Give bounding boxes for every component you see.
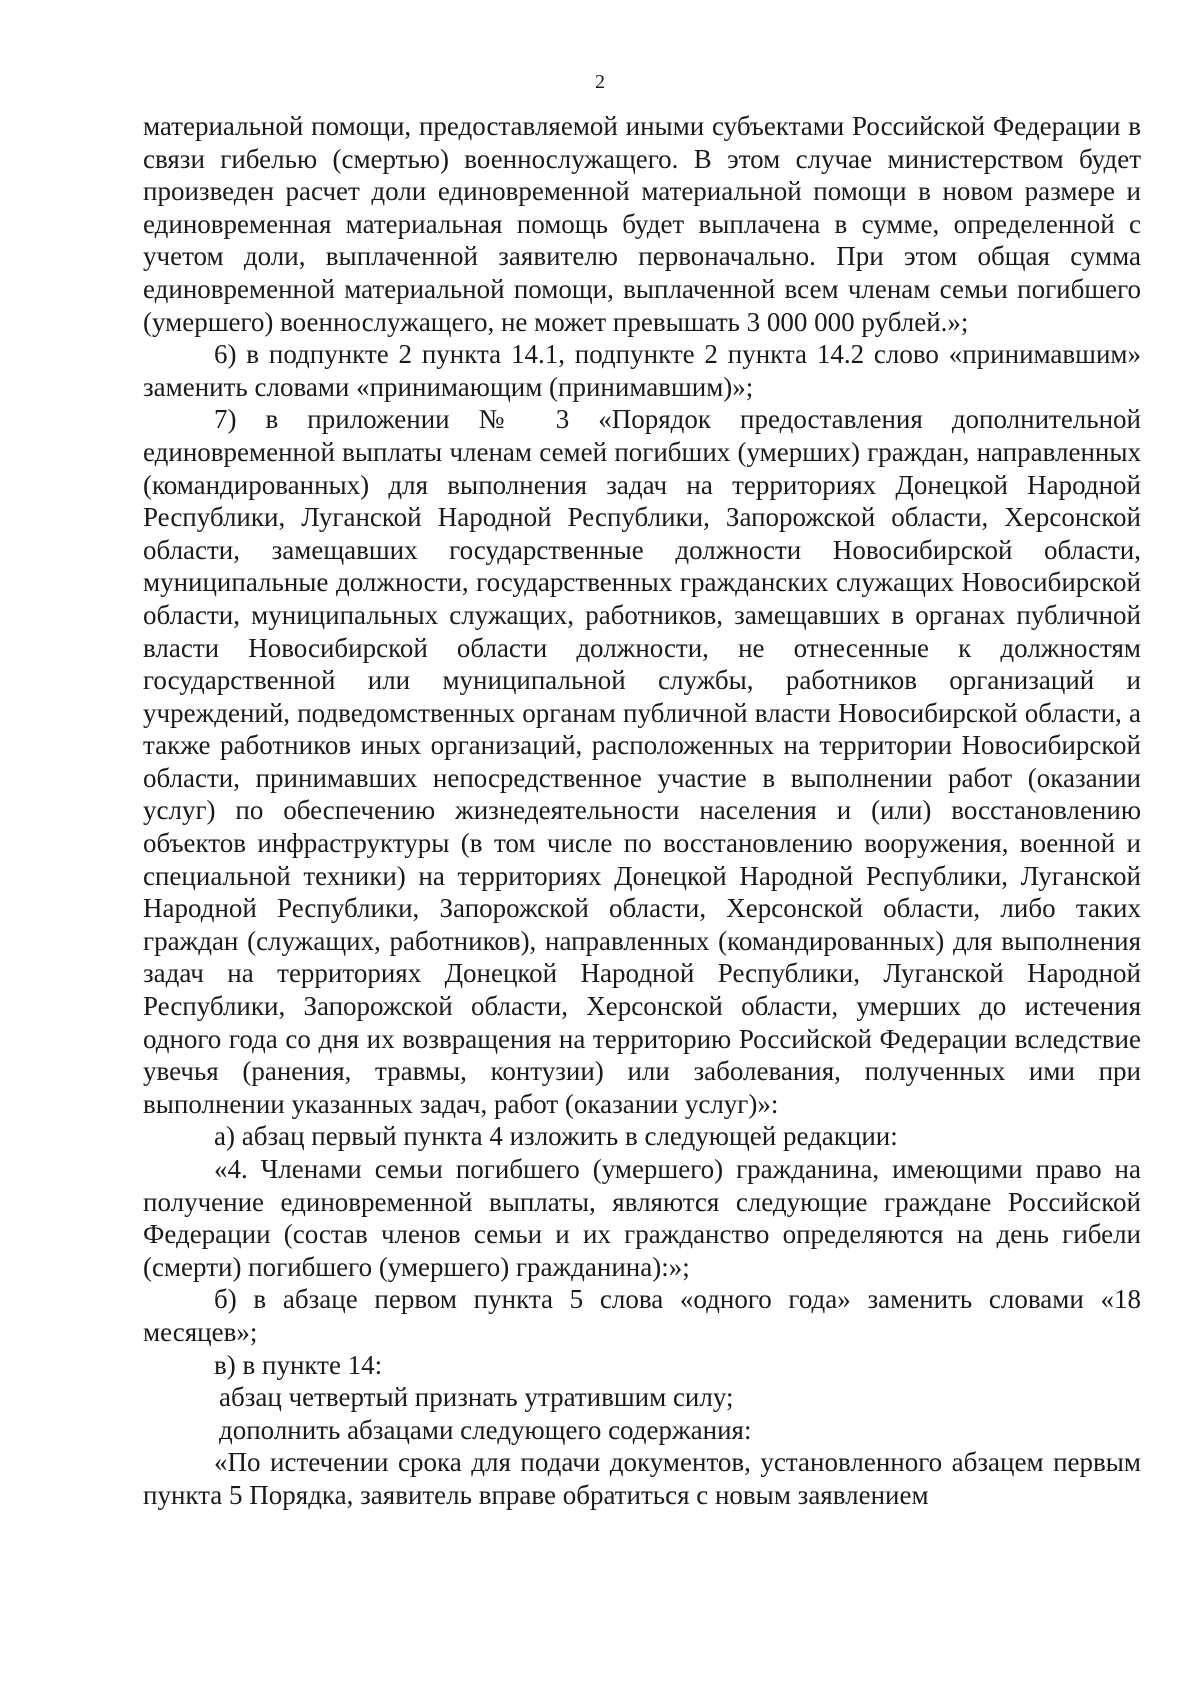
paragraph-continuation: материальной помощи, предоставляемой иными субъектами Российской Федерации в связи гибелью (смертью) военнослужащего. В этом случае министерством будет произведен расчет доли единовременной материальной помощи в новом размере и единовременная материальная помощь будет выплачена в сумме, определенной с учетом доли, выплаченной заявителю первоначально. При этом общая сумма единовременной материальной помощи, выплаченной всем членам семьи погибшего (умершего) военнослужащего, не может превышать 3 000 000 рублей.»; xyxy=(143,111,1141,337)
paragraph-subitem-v: в) в пункте 14: xyxy=(214,1349,383,1380)
paragraph-quote-new-abzac: «По истечении срока для подачи документов, установленного абзацем первым пункта 5 Порядка, заявитель вправе обратиться с новым заявлением xyxy=(143,1447,1141,1510)
paragraph-item-6: 6) в подпункте 2 пункта 14.1, подпункте 2 пункта 14.2 слово «принимавшим» заменить словами «принимающим (принимавшим)»; xyxy=(143,339,1141,402)
page-number: 2 xyxy=(595,71,605,93)
paragraph-subitem-b: б) в абзаце первом пункта 5 слова «одного года» заменить словами «18 месяцев»; xyxy=(143,1284,1141,1347)
paragraph-abzac-4: абзац четвертый признать утратившим силу; xyxy=(219,1382,734,1413)
paragraph-quote-item-4: «4. Членами семьи погибшего (умершего) гражданина, имеющими право на получение единовременной выплаты, являются следующие граждане Российской Федерации (состав членов семьи и их гражданство определяются на день гибели (смерти) погибшего (умершего) гражданина):»; xyxy=(143,1154,1141,1282)
paragraph-item-7: 7) в приложении № 3 «Порядок предоставления дополнительной единовременной выплаты членам семей погибших (умерших) граждан, направленных (командированных) для выполнения задач на территориях Донецкой Народной Республики, Луганской Народной Республики, Запорожской области, Херсонской области, замещавших государственные должности Новосибирской области, муниципальные должности, государственных гражданских служащих Новосибирской области, муниципальных служащих, работников, замещавших в органах публичной власти Новосибирской области должности, не отнесенные к должностям государственной или муниципальной службы, работников организаций и учреждений, подведомственных органам публичной власти Новосибирской области, а также работников иных организаций, расположенных на территории Новосибирской области, принимавших непосредственное участие в выполнении работ (оказании услуг) по обеспечению жизнедеятельности населения и (или) восстановлению объектов инфраструктуры (в том числе по восстановлению вооружения, военной и специальной техники) на территориях Донецкой Народной Республики, Луганской Народной Республики, Запорожской области, Херсонской области, либо таких граждан (служащих, работников), направленных (командированных) для выполнения задач на территориях Донецкой Народной Республики, Луганской Народной Республики, Запорожской области, Херсонской области, умерших до истечения одного года со дня их возвращения на территорию Российской Федерации вследствие увечья (ранения, травмы, контузии) или заболевания, полученных ими при выполнении указанных задач, работ (оказании услуг)»: xyxy=(143,404,1141,1119)
paragraph-subitem-a: а) абзац первый пункта 4 изложить в следующей редакции: xyxy=(214,1121,898,1152)
document-body xyxy=(143,110,1141,1512)
paragraph-supplement: дополнить абзацами следующего содержания: xyxy=(219,1414,752,1445)
